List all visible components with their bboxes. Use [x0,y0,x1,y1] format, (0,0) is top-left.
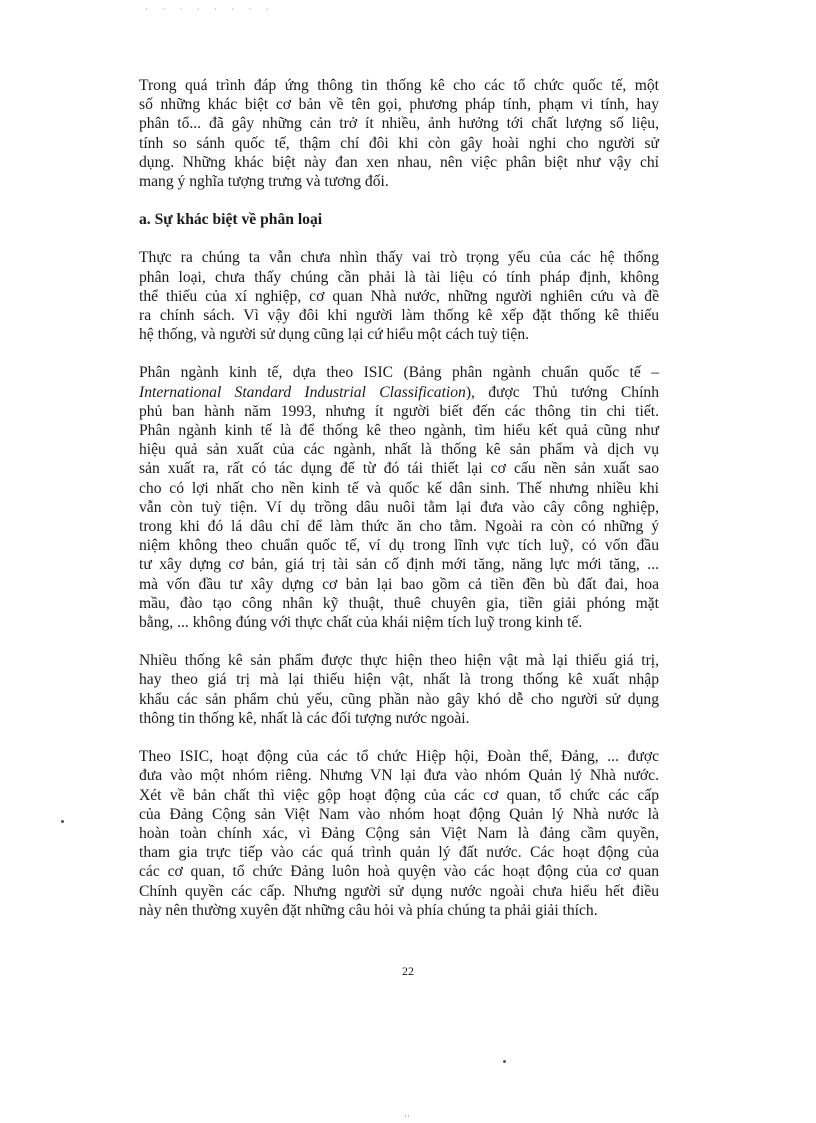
text-line: đưa vào một nhóm riêng. Nhưng VN lại đưa vào nhóm Quản lý Nhà nước. [139,767,659,785]
page-content [139,76,659,920]
text-line: này nên thường xuyên đặt những câu hỏi và phía chúng ta phải giải thích. [139,901,598,919]
text-line: hiệu quả sản xuất của các ngành, nhất là thống kê sản phẩm và dịch vụ [139,441,659,459]
text-line: sản xuất ra, rất có tác dụng để từ đó tái thiết lại cơ cấu nền sản xuất sao [139,460,659,478]
text-line: tư xây dựng cơ bản, giá trị tài sản cố định mới tăng, năng lực mới tăng, ... [139,556,659,574]
text-line: dụng. Những khác biệt này đan xen nhau, nên việc phân biệt như vậy chỉ [139,153,659,171]
section-heading: a. Sự khác biệt về phân loại [139,211,323,229]
text-line: số những khác biệt cơ bản về tên gọi, phương pháp tính, phạm vi tính, hay [139,96,659,114]
text-line: mầu, đào tạo công nhân kỹ thuật, thuê chuyên gia, tiền giải phóng mặt [139,594,659,612]
text-line: các cơ quan, tổ chức Đảng luôn hoà quyện vào các hoạt động của cơ quan [139,863,659,881]
paragraph-intro [139,76,659,191]
text-line: tính so sánh quốc tế, thậm chí đôi khi còn gây hoài nghi cho người sử [139,134,659,152]
text-line: hoàn toàn chính xác, vì Đảng Cộng sản Việt Nam là đảng cầm quyền, [139,824,659,842]
text-line: phân tổ... đã gây những cản trở ít nhiều, ảnh hưởng tới chất lượng số liệu, [139,115,659,133]
text-line: hay theo giá trị mà lại thiếu hiện vật, nhất là trong thống kê xuất nhập [139,671,659,689]
text-line: niệm không theo chuẩn quốc tế, ví dụ trong lĩnh vực tích luỹ, có vốn đầu [139,537,659,555]
text-line: bằng, ... không đúng với thực chất của khái niệm tích luỹ trong kinh tế. [139,614,583,632]
text-line: vẫn còn tuỳ tiện. Ví dụ trồng dâu nuôi tằm lại đưa vào cây công nghiệp, [139,498,659,516]
text-line: Phân ngành kinh tế là để thống kê theo ngành, tìm hiểu kết quả cũng như [139,422,659,440]
text-line: mà vốn đầu tư xây dựng cơ bản lại bao gồm cả tiền đền bù đất đai, hoa [139,575,659,593]
text-line: phân loại, chưa thấy chúng cần phải là tài liệu có tính pháp định, không [139,268,659,286]
page-number: 22 [402,964,414,978]
scan-top-marks: · · · · · · · · [145,4,275,14]
text-line: Phân ngành kinh tế, dựa theo ISIC (Bảng phân ngành chuẩn quốc tế – [139,364,659,382]
paragraph-classification-role [139,248,659,344]
text-line: Trong quá trình đáp ứng thông tin thống kê cho các tổ chức quốc tế, một [139,77,659,94]
text-line: Thực ra chúng ta vẫn chưa nhìn thấy vai trò trọng yếu của các hệ thống [139,249,659,267]
text-line: Theo ISIC, hoạt động của các tổ chức Hiệp hội, Đoàn thể, Đảng, ... được [139,748,659,766]
text-line: cho có lợi nhất cho nền kinh tế và quốc kế dân sinh. Thế nhưng nhiều khi [139,479,659,497]
scan-bottom-mark: ·· [404,1111,410,1121]
text-line: International Standard Industrial Classification), được Thủ tướng Chính [139,383,660,401]
text-line: thông tin thống kê, nhất là các đối tượng nước ngoài. [139,709,470,727]
text-line: Chính quyền các cấp. Nhưng người sử dụng nước ngoài chưa hiểu hết điều [139,882,659,900]
paragraph-product-statistics [139,651,659,728]
paragraph-isic [139,363,659,632]
paragraph-organizations [139,747,659,920]
text-line: mang ý nghĩa tượng trưng và tương đối. [139,173,389,191]
text-line: phủ ban hành năm 1993, nhưng ít người biết đến các thông tin chi tiết. [139,402,659,420]
text-line: Xét về bản chất thì việc gộp hoạt động của các cơ quan, tổ chức các cấp [139,786,659,804]
scan-speck [503,1060,506,1063]
text-line: trong khi đó lá dâu chỉ để làm thức ăn cho tằm. Ngoài ra còn có những ý [139,518,659,536]
text-line: tham gia trực tiếp vào các quá trình quản lý đất nước. Các hoạt động của [139,844,659,862]
scan-speck [61,820,64,823]
text-line: khẩu các sản phẩm chủ yếu, cũng phần nào gây khó dễ cho người sử dụng [139,690,659,708]
text-line: ra chính sách. Vì vậy đôi khi người làm thống kê xếp đặt thống kê thiếu [139,307,659,325]
text-line: Nhiều thống kê sản phẩm được thực hiện theo hiện vật mà lại thiếu giá trị, [139,652,659,670]
text-line: thể thiếu của xí nghiệp, cơ quan Nhà nước, những người nghiên cứu và đề [139,287,659,305]
text-line: hệ thống, và người sử dụng cũng lại cứ hiểu một cách tuỳ tiện. [139,326,530,344]
text-line: của Đảng Cộng sản Việt Nam vào nhóm hoạt động Quản lý Nhà nước là [139,805,659,823]
